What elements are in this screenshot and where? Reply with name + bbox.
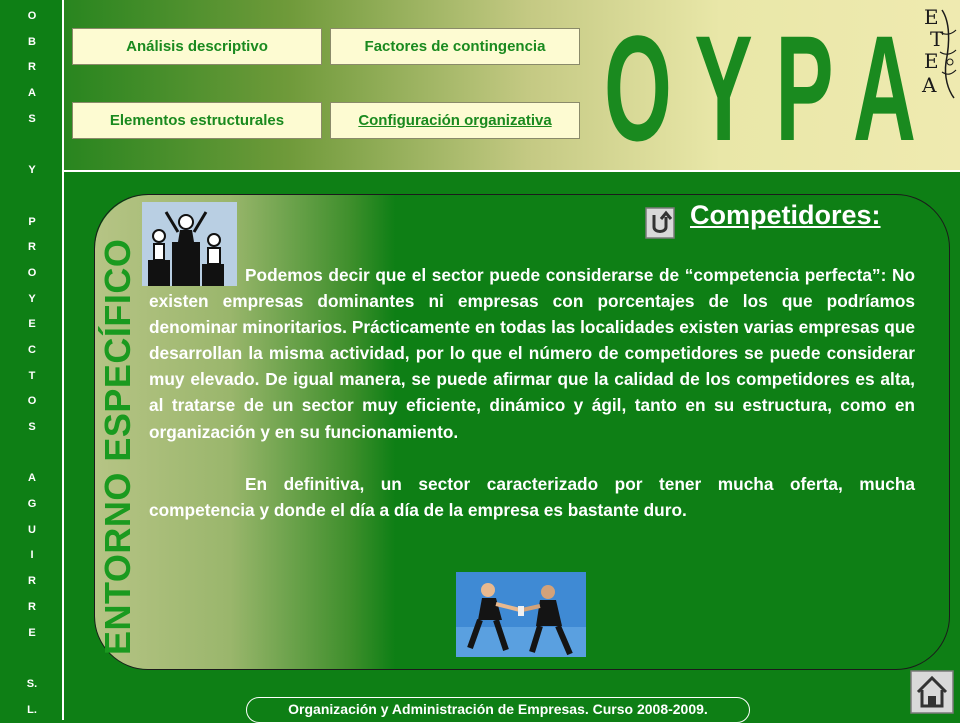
nav-analisis-descriptivo[interactable]: Análisis descriptivo bbox=[72, 28, 322, 65]
vertical-title-letter: Y bbox=[28, 164, 36, 177]
etea-logo bbox=[916, 2, 960, 102]
company-vertical-title bbox=[14, 4, 50, 723]
paragraph-2: En definitiva, un sector caracterizado por tener mucha oferta, mucha competencia y donde el día a día de la empresa es bastante duro. bbox=[149, 473, 915, 520]
home-icon[interactable] bbox=[910, 670, 954, 714]
vertical-title-letter: B bbox=[28, 35, 36, 48]
vertical-title-letter bbox=[14, 132, 50, 158]
side-label: ENTORNO ESPECÍFICO bbox=[97, 238, 138, 655]
vertical-title-letter: S. bbox=[26, 677, 38, 690]
vertical-title-letter bbox=[14, 646, 50, 672]
horizontal-divider bbox=[62, 170, 960, 172]
vertical-title-letter bbox=[14, 184, 50, 210]
vertical-title-letter: S bbox=[28, 112, 36, 125]
nav-factores-contingencia[interactable]: Factores de contingencia bbox=[330, 28, 580, 65]
logo-letter-text: O Y P A bbox=[604, 10, 916, 160]
vertical-title-letter: C bbox=[28, 343, 36, 356]
vertical-title-letter: I bbox=[30, 549, 34, 562]
vertical-title-letter: S bbox=[28, 421, 36, 433]
vertical-title-letter: R bbox=[28, 600, 36, 613]
vertical-title-letter: A bbox=[28, 472, 36, 485]
return-arrow-icon[interactable] bbox=[645, 207, 675, 239]
paragraph-1: Podemos decir que el sector puede considerarse de “competencia perfecta”: No existen empresas dominantes ni empresas con porcentajes de los que podríamos denominar minoritarios. Prácticamente en todas las localidades existen varias empresas que desarrollan la misma actividad, por lo que el número de competidores se puede considerar muy elevado. De igual manera, se puede afirmar que la calidad de los competidores es alta, al tratarse de un sector muy eficiente, dinámico y ágil, tanto en su estructura, como en organización y en su funcionamiento. bbox=[149, 265, 915, 442]
body-text bbox=[149, 262, 915, 523]
vertical-title-letter: E bbox=[28, 318, 36, 331]
vertical-title-letter: E bbox=[28, 626, 36, 639]
etea-letter-e1: E bbox=[924, 5, 939, 29]
nav-elementos-estructurales[interactable]: Elementos estructurales bbox=[72, 102, 322, 139]
vertical-title-letter: G bbox=[27, 498, 37, 511]
vertical-divider bbox=[62, 0, 64, 720]
vertical-title-letter: L. bbox=[27, 703, 37, 716]
vertical-title-letter: U bbox=[28, 523, 36, 536]
vertical-title-letter bbox=[14, 441, 50, 467]
vertical-title-letter: R bbox=[28, 241, 36, 254]
vertical-title-letter: O bbox=[27, 266, 37, 279]
vertical-title-letter: O bbox=[27, 10, 37, 22]
nav-configuracion-organizativa[interactable]: Configuración organizativa bbox=[330, 102, 580, 139]
etea-letter-t: T bbox=[930, 27, 944, 51]
vertical-title-letter: T bbox=[28, 369, 36, 382]
vertical-title-letter: A bbox=[28, 87, 36, 100]
tug-of-war-photo bbox=[456, 572, 586, 657]
vertical-title-letter: Y bbox=[28, 292, 36, 305]
section-title: Competidores: bbox=[690, 200, 881, 230]
vertical-title-letter: R bbox=[28, 61, 36, 74]
vertical-title-letter: O bbox=[27, 395, 37, 408]
oypa-logo bbox=[598, 10, 928, 160]
footer-text: Organización y Administración de Empresas. Curso 2008-2009. bbox=[288, 701, 708, 717]
vertical-title-letter: R bbox=[28, 575, 36, 588]
etea-letter-e2: E bbox=[924, 49, 939, 73]
vertical-title-letter: P bbox=[28, 215, 36, 228]
etea-letter-a: A bbox=[922, 73, 937, 97]
